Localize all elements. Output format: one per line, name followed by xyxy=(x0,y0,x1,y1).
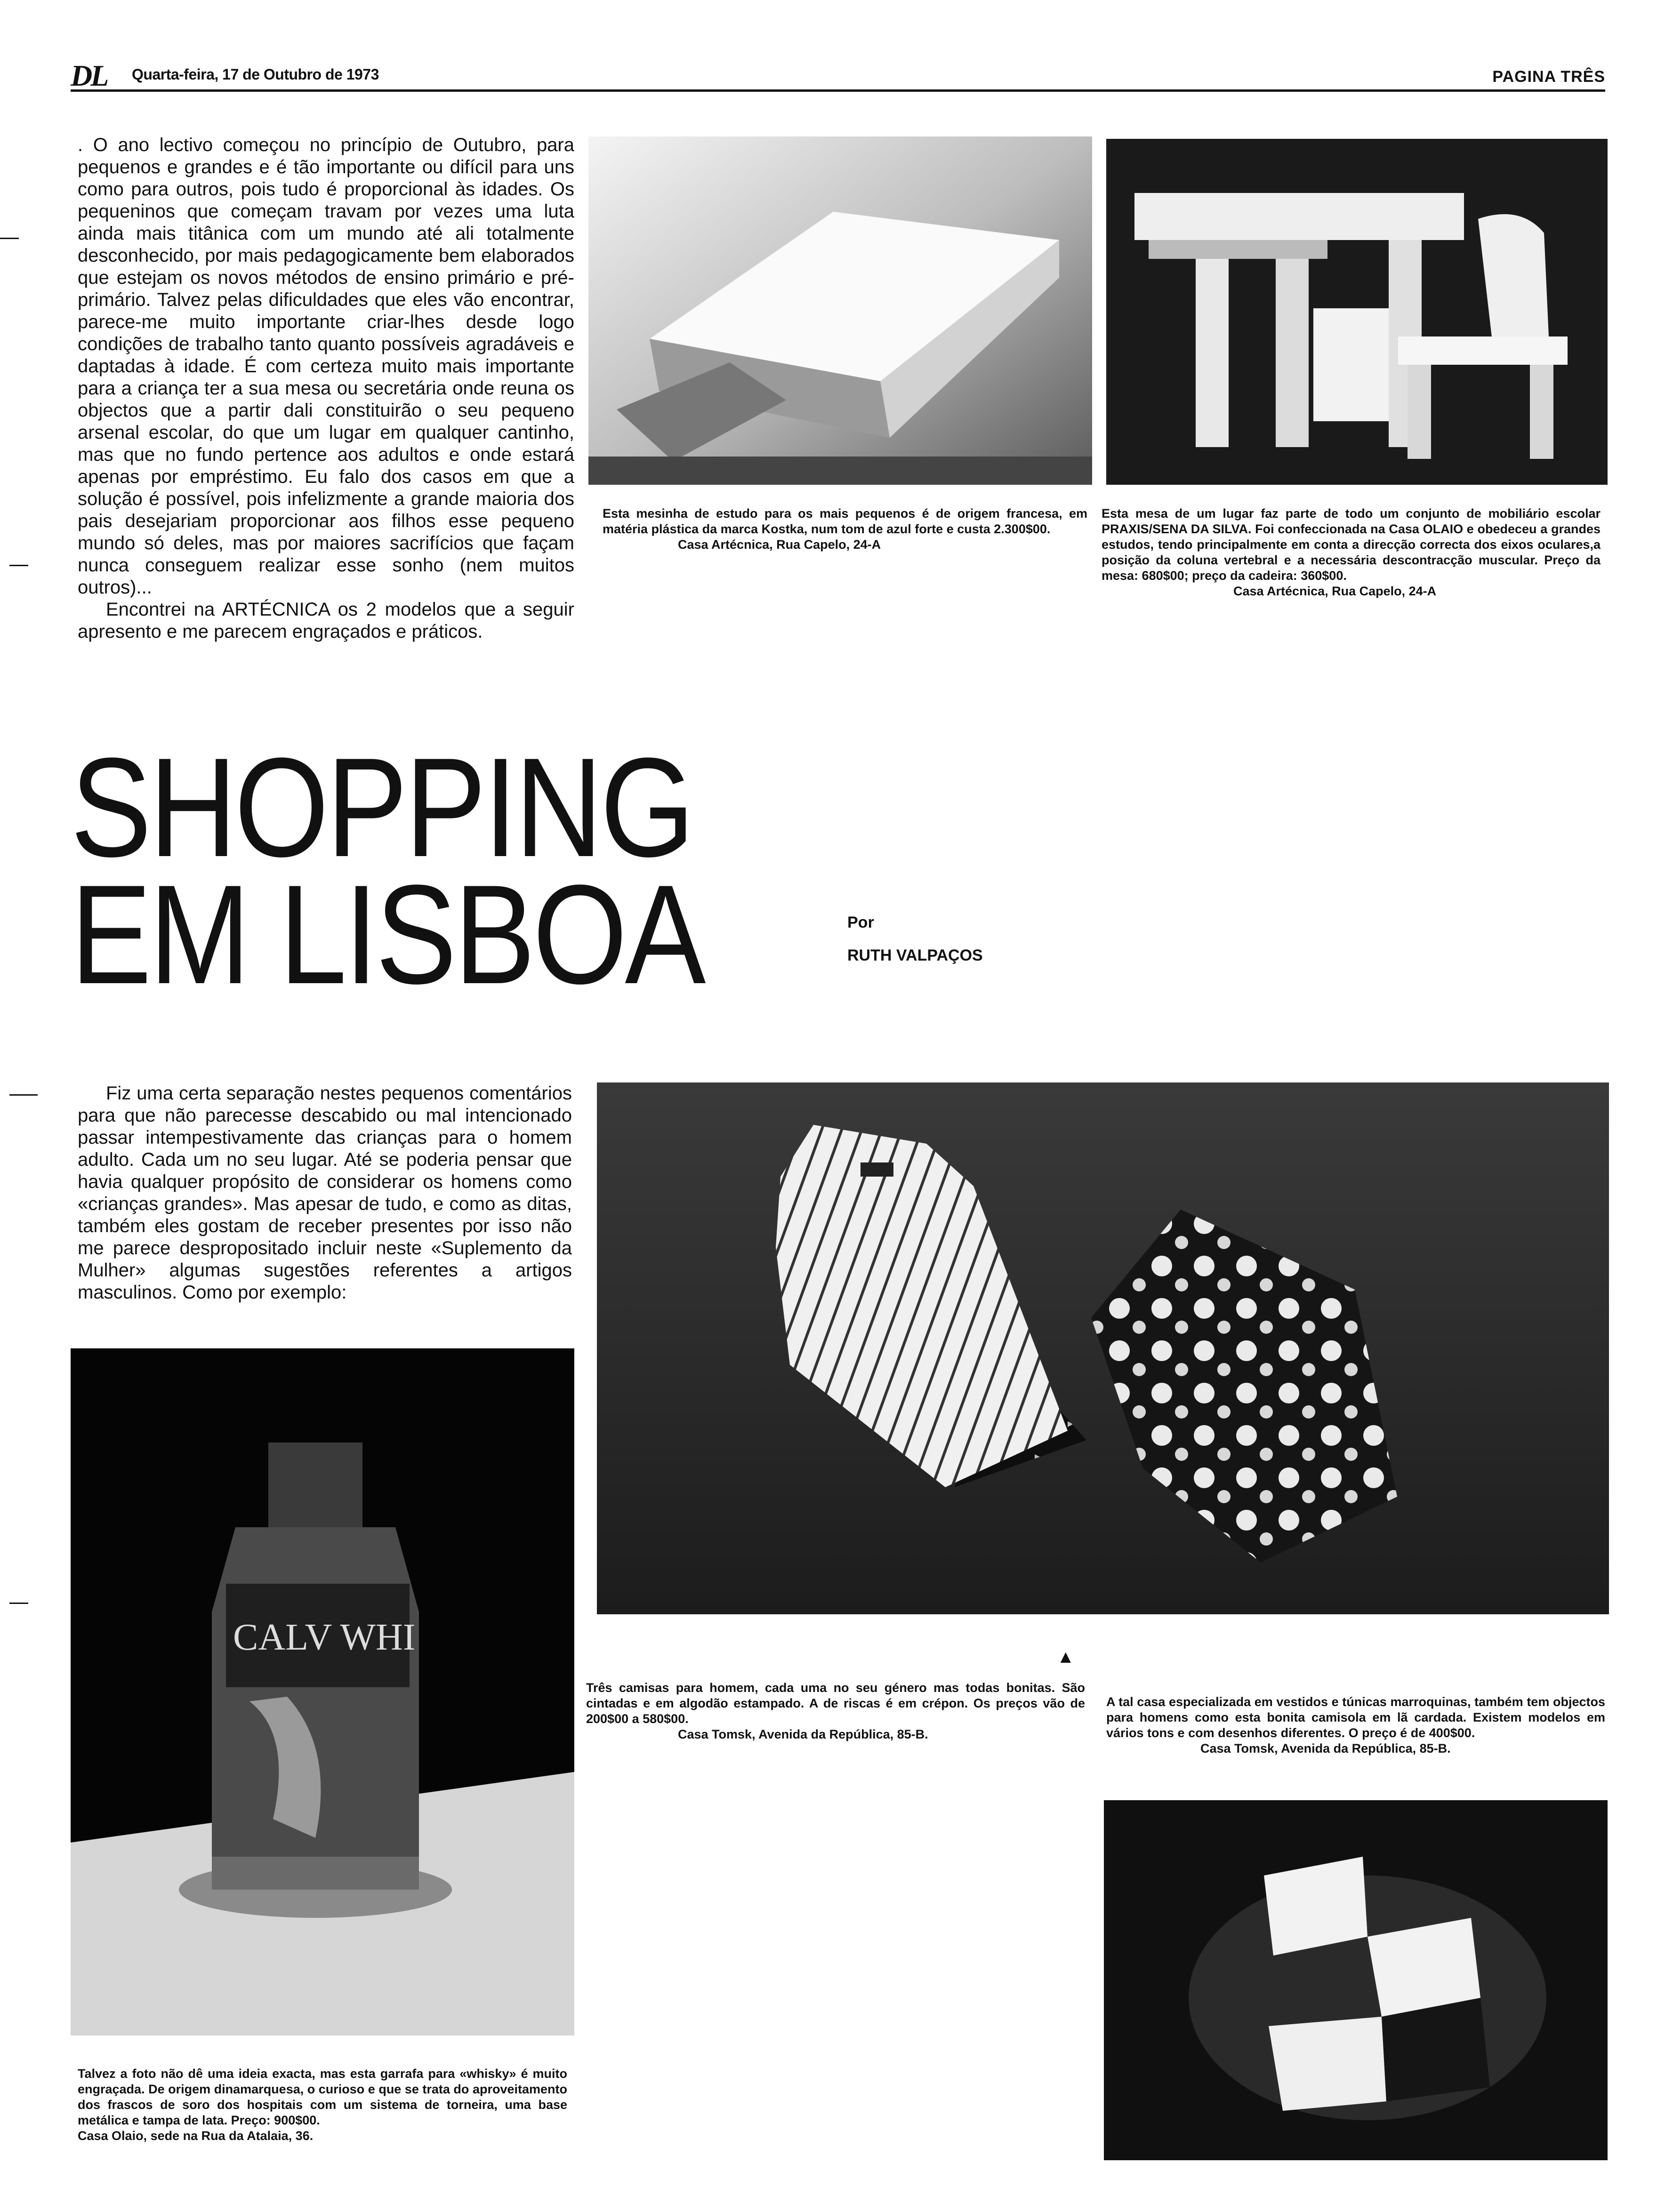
byline-author: RUTH VALPAÇOS xyxy=(847,946,983,964)
page-label: PAGINA TRÊS xyxy=(1492,68,1605,86)
photo-kids-table xyxy=(588,136,1092,485)
caption-source: Casa Artécnica, Rua Capelo, 24-A xyxy=(678,537,881,552)
bottle-label-text: CALV WHI xyxy=(233,1617,416,1658)
intro-article xyxy=(78,134,574,643)
title-line-1: SHOPPING xyxy=(71,728,692,886)
margin-mark xyxy=(9,565,28,566)
caption-source: Casa Tomsk, Avenida da República, 85-B. xyxy=(678,1727,928,1741)
caption-source: Casa Olaio, sede na Rua da Atalaia, 36. xyxy=(78,2129,314,2143)
intro-paragraph-2: Encontrei na ARTÉCNICA os 2 modelos que a seguir apresento e me parecem engraçados e práticos. xyxy=(78,599,574,642)
margin-mark xyxy=(0,238,19,239)
byline xyxy=(847,913,1083,965)
feature-title xyxy=(71,728,718,1013)
margin-mark xyxy=(9,1094,38,1096)
page-header xyxy=(71,61,1605,92)
margin-mark xyxy=(9,1603,28,1604)
caption-desk-chair: Esta mesa de um lugar faz parte de todo um conjunto de mobiliário escolar PRAXIS/SENA DA SILVA. Foi confeccionada na Casa OLAIO e obedeceu a grandes estudos, tendo principalmente em conta a direcção correcta dos eixos oculares,a posição da coluna vertebral e a necessária descontracção muscular. Preço da mesa: 680$00; preço da cadeira: 360$00. Casa Artécnica, Rua Capelo, 24-A xyxy=(1102,506,1601,598)
caption-sweater: A tal casa especializada em vestidos e túnicas marroquinas, também tem objectos para homens como esta bonita camisola em lã cardada. Existem modelos em vários tons e com desenhos diferentes. O preço é de 400$00. Casa Tomsk, Avenida da República, 85-B. xyxy=(1106,1695,1605,1755)
issue-date: Quarta-feira, 17 de Outubro de 1973 xyxy=(132,66,379,83)
caption-kids-table: Esta mesinha de estudo para os mais pequenos é de origem francesa, em matéria plástica da marca Kostka, num tom de azul forte e custa 2.300$00. Casa Artécnica, Rua Capelo, 24-A xyxy=(603,506,1087,552)
caption-three-shirts: Três camisas para homem, cada uma no seu género mas todas bonitas. São cintadas e em algodão estampado. A de riscas é em crépon. Os preços vão de 200$00 a 580$00. Casa Tomsk, Avenida da República, 85-B. xyxy=(586,1681,1085,1741)
photo-desk-chair xyxy=(1106,139,1608,485)
caption-source: Casa Artécnica, Rua Capelo, 24-A xyxy=(1233,584,1437,598)
photo-whisky-bottle xyxy=(71,1348,574,2036)
newspaper-logo: DL xyxy=(71,59,107,92)
byline-por: Por xyxy=(847,914,874,931)
photo-sweater xyxy=(1104,1800,1608,2160)
caption-source: Casa Tomsk, Avenida da República, 85-B. xyxy=(1200,1741,1451,1755)
title-line-2: EM LISBOA xyxy=(71,855,704,1013)
intro-paragraph-1: . O ano lectivo começou no princípio de Outubro, para pequenos e grandes e é tão importante ou difícil para uns como para outros, pois tudo é proporcional às idades. Os pequeninos que começam travam por vezes uma luta ainda mais titânica com um mundo até ali totalmente desconhecido, por mais pedagogicamente bem elaborados que estejam os novos métodos de ensino primário e pré-primário. Talvez pelas dificuldades que eles vão encontrar, parece-me muito importante criar-lhes desde logo condições de trabalho tanto quanto possíveis agradáveis e daptadas à idade. É com certeza muito mais importante para a criança ter a sua mesa ou secretária onde reuna os objectos que a partir dali constituirão o seu pequeno arsenal escolar, do que um lugar em qualquer cantinho, mas que no fundo pertence aos adultos e onde estará apenas por empréstimo. Eu falo dos casos em que a solução é possível, pois infelizmente a grande maioria dos pais desejariam proporcionar aos filhos esse pequeno mundo só deles, mas por maiores sacrifícios que façam nunca conseguem realizar esse sonho (nem muitos outros)... xyxy=(78,135,574,598)
arrow-up-icon: ▲ xyxy=(1057,1647,1075,1667)
photo-three-shirts xyxy=(597,1082,1609,1614)
caption-whisky-bottle: Talvez a foto não dê uma ideia exacta, mas esta garrafa para «whisky» é muito engraçada. De origem dinamarquesa, o curioso e que se trata do aproveitamento dos frascos de soro dos hospitais com um sistema de torneira, uma base metálica e tampa de lata. Preço: 900$00. Casa Olaio, sede na Rua da Atalaia, 36. xyxy=(78,2067,567,2143)
men-intro-article: Fiz uma certa separação nestes pequenos comentários para que não parecesse descabido ou mal intencionado passar intempestivamente das crianças para o homem adulto. Cada um no seu lugar. Até se poderia pensar que havia qualquer propósito de considerar os homens como «crianças grandes». Mas apesar de tudo, e como as ditas, também eles gostam de receber presentes por isso não me parece despropositado incluir neste «Suplemento da Mulher» algumas sugestões referentes a artigos masculinos. Como por exemplo: xyxy=(78,1083,572,1303)
